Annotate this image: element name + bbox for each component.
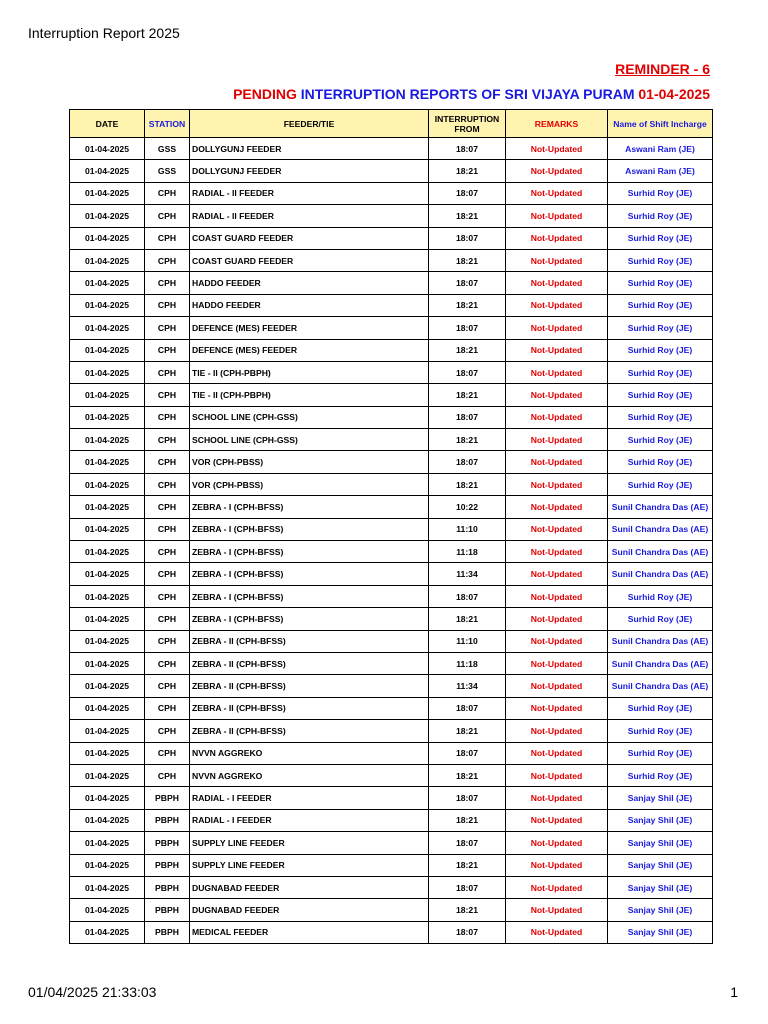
table-row (70, 742, 713, 764)
cell-station: CPH (145, 272, 190, 294)
table-row (70, 787, 713, 809)
table-row (70, 272, 713, 294)
cell-date: 01-04-2025 (70, 138, 145, 160)
cell-remarks: Not-Updated (506, 518, 608, 540)
cell-station: CPH (145, 720, 190, 742)
cell-interruption-from: 18:21 (429, 205, 506, 227)
cell-date: 01-04-2025 (70, 272, 145, 294)
cell-date: 01-04-2025 (70, 876, 145, 898)
cell-interruption-from: 18:07 (429, 585, 506, 607)
table-row (70, 832, 713, 854)
cell-remarks: Not-Updated (506, 921, 608, 943)
document-header-title: Interruption Report 2025 (28, 25, 180, 41)
cell-station: CPH (145, 473, 190, 495)
cell-interruption-from: 18:07 (429, 272, 506, 294)
cell-date: 01-04-2025 (70, 294, 145, 316)
cell-station: CPH (145, 227, 190, 249)
column-header-interruption-from (429, 110, 506, 138)
cell-shift-incharge: Surhid Roy (JE) (608, 182, 713, 204)
cell-interruption-from: 18:21 (429, 608, 506, 630)
report-title-date: 01-04-2025 (638, 86, 710, 102)
cell-station: PBPH (145, 921, 190, 943)
cell-shift-incharge: Surhid Roy (JE) (608, 585, 713, 607)
cell-shift-incharge: Surhid Roy (JE) (608, 429, 713, 451)
cell-remarks: Not-Updated (506, 451, 608, 473)
cell-shift-incharge: Surhid Roy (JE) (608, 608, 713, 630)
cell-interruption-from: 18:21 (429, 854, 506, 876)
cell-date: 01-04-2025 (70, 361, 145, 383)
cell-remarks: Not-Updated (506, 272, 608, 294)
cell-date: 01-04-2025 (70, 339, 145, 361)
cell-date: 01-04-2025 (70, 518, 145, 540)
cell-station: CPH (145, 764, 190, 786)
cell-date: 01-04-2025 (70, 697, 145, 719)
cell-feeder: ZEBRA - II (CPH-BFSS) (190, 697, 429, 719)
table-row (70, 473, 713, 495)
cell-interruption-from: 18:21 (429, 294, 506, 316)
table-row (70, 138, 713, 160)
cell-feeder: ZEBRA - I (CPH-BFSS) (190, 518, 429, 540)
cell-remarks: Not-Updated (506, 205, 608, 227)
cell-remarks: Not-Updated (506, 876, 608, 898)
cell-station: CPH (145, 630, 190, 652)
cell-station: CPH (145, 675, 190, 697)
cell-date: 01-04-2025 (70, 384, 145, 406)
table-row (70, 294, 713, 316)
cell-remarks: Not-Updated (506, 361, 608, 383)
table-row (70, 921, 713, 943)
cell-feeder: ZEBRA - I (CPH-BFSS) (190, 496, 429, 518)
cell-feeder: ZEBRA - II (CPH-BFSS) (190, 630, 429, 652)
cell-station: PBPH (145, 876, 190, 898)
cell-remarks: Not-Updated (506, 742, 608, 764)
cell-station: CPH (145, 384, 190, 406)
cell-station: CPH (145, 742, 190, 764)
cell-interruption-from: 11:34 (429, 563, 506, 585)
cell-station: CPH (145, 563, 190, 585)
column-header-station: STATION (145, 110, 190, 138)
cell-date: 01-04-2025 (70, 473, 145, 495)
cell-shift-incharge: Surhid Roy (JE) (608, 339, 713, 361)
cell-remarks: Not-Updated (506, 608, 608, 630)
cell-remarks: Not-Updated (506, 585, 608, 607)
cell-station: CPH (145, 585, 190, 607)
cell-remarks: Not-Updated (506, 294, 608, 316)
cell-interruption-from: 11:34 (429, 675, 506, 697)
cell-feeder: RADIAL - II FEEDER (190, 205, 429, 227)
cell-date: 01-04-2025 (70, 809, 145, 831)
cell-station: CPH (145, 249, 190, 271)
footer-timestamp: 01/04/2025 21:33:03 (28, 984, 157, 1000)
cell-remarks: Not-Updated (506, 764, 608, 786)
cell-feeder: DEFENCE (MES) FEEDER (190, 317, 429, 339)
cell-remarks: Not-Updated (506, 697, 608, 719)
cell-shift-incharge: Surhid Roy (JE) (608, 697, 713, 719)
table-row (70, 608, 713, 630)
cell-feeder: ZEBRA - II (CPH-BFSS) (190, 652, 429, 674)
cell-date: 01-04-2025 (70, 899, 145, 921)
cell-feeder: DUGNABAD FEEDER (190, 876, 429, 898)
cell-date: 01-04-2025 (70, 496, 145, 518)
cell-feeder: SCHOOL LINE (CPH-GSS) (190, 429, 429, 451)
cell-date: 01-04-2025 (70, 563, 145, 585)
cell-interruption-from: 18:21 (429, 429, 506, 451)
cell-remarks: Not-Updated (506, 854, 608, 876)
cell-shift-incharge: Sunil Chandra Das (AE) (608, 675, 713, 697)
cell-station: CPH (145, 518, 190, 540)
cell-shift-incharge: Aswani Ram (JE) (608, 138, 713, 160)
cell-station: CPH (145, 652, 190, 674)
cell-interruption-from: 18:21 (429, 160, 506, 182)
cell-shift-incharge: Surhid Roy (JE) (608, 406, 713, 428)
cell-station: CPH (145, 339, 190, 361)
cell-remarks: Not-Updated (506, 787, 608, 809)
cell-interruption-from: 18:21 (429, 809, 506, 831)
cell-shift-incharge: Sunil Chandra Das (AE) (608, 541, 713, 563)
cell-remarks: Not-Updated (506, 429, 608, 451)
cell-feeder: DOLLYGUNJ FEEDER (190, 138, 429, 160)
cell-feeder: ZEBRA - I (CPH-BFSS) (190, 563, 429, 585)
table-row (70, 451, 713, 473)
cell-shift-incharge: Surhid Roy (JE) (608, 272, 713, 294)
cell-station: CPH (145, 294, 190, 316)
cell-shift-incharge: Sanjay Shil (JE) (608, 809, 713, 831)
cell-feeder: HADDO FEEDER (190, 272, 429, 294)
table-row (70, 227, 713, 249)
cell-feeder: ZEBRA - II (CPH-BFSS) (190, 675, 429, 697)
cell-feeder: ZEBRA - I (CPH-BFSS) (190, 585, 429, 607)
cell-date: 01-04-2025 (70, 451, 145, 473)
cell-shift-incharge: Sunil Chandra Das (AE) (608, 496, 713, 518)
cell-shift-incharge: Surhid Roy (JE) (608, 317, 713, 339)
cell-feeder: HADDO FEEDER (190, 294, 429, 316)
cell-remarks: Not-Updated (506, 339, 608, 361)
column-header-date: DATE (70, 110, 145, 138)
cell-feeder: NVVN AGGREKO (190, 742, 429, 764)
cell-date: 01-04-2025 (70, 406, 145, 428)
cell-remarks: Not-Updated (506, 541, 608, 563)
table-row (70, 697, 713, 719)
cell-remarks: Not-Updated (506, 832, 608, 854)
cell-interruption-from: 18:21 (429, 249, 506, 271)
cell-feeder: RADIAL - I FEEDER (190, 809, 429, 831)
cell-date: 01-04-2025 (70, 608, 145, 630)
cell-interruption-from: 18:07 (429, 317, 506, 339)
cell-interruption-from: 18:21 (429, 764, 506, 786)
table-row (70, 675, 713, 697)
cell-feeder: DUGNABAD FEEDER (190, 899, 429, 921)
cell-feeder: SUPPLY LINE FEEDER (190, 854, 429, 876)
cell-station: PBPH (145, 809, 190, 831)
cell-shift-incharge: Sanjay Shil (JE) (608, 832, 713, 854)
cell-remarks: Not-Updated (506, 317, 608, 339)
cell-shift-incharge: Surhid Roy (JE) (608, 361, 713, 383)
cell-interruption-from: 11:10 (429, 518, 506, 540)
cell-interruption-from: 18:07 (429, 182, 506, 204)
cell-interruption-from: 18:07 (429, 787, 506, 809)
table-row (70, 764, 713, 786)
cell-date: 01-04-2025 (70, 227, 145, 249)
interruption-table (69, 109, 713, 944)
cell-feeder: MEDICAL FEEDER (190, 921, 429, 943)
cell-feeder: SCHOOL LINE (CPH-GSS) (190, 406, 429, 428)
table-row (70, 854, 713, 876)
table-row (70, 205, 713, 227)
cell-shift-incharge: Surhid Roy (JE) (608, 720, 713, 742)
cell-station: PBPH (145, 854, 190, 876)
cell-interruption-from: 18:07 (429, 138, 506, 160)
cell-station: CPH (145, 451, 190, 473)
cell-remarks: Not-Updated (506, 160, 608, 182)
cell-remarks: Not-Updated (506, 652, 608, 674)
cell-shift-incharge: Sunil Chandra Das (AE) (608, 518, 713, 540)
cell-remarks: Not-Updated (506, 720, 608, 742)
cell-shift-incharge: Surhid Roy (JE) (608, 451, 713, 473)
column-header-interruption-line2: FROM (454, 123, 480, 134)
cell-date: 01-04-2025 (70, 652, 145, 674)
cell-feeder: DOLLYGUNJ FEEDER (190, 160, 429, 182)
cell-feeder: ZEBRA - I (CPH-BFSS) (190, 608, 429, 630)
cell-remarks: Not-Updated (506, 227, 608, 249)
cell-interruption-from: 11:18 (429, 541, 506, 563)
table-row (70, 361, 713, 383)
table-row (70, 541, 713, 563)
report-title-main: INTERRUPTION REPORTS OF SRI VIJAYA PURAM (300, 86, 635, 102)
cell-feeder: RADIAL - I FEEDER (190, 787, 429, 809)
cell-shift-incharge: Surhid Roy (JE) (608, 227, 713, 249)
cell-remarks: Not-Updated (506, 249, 608, 271)
cell-shift-incharge: Sunil Chandra Das (AE) (608, 563, 713, 585)
cell-date: 01-04-2025 (70, 585, 145, 607)
cell-feeder: COAST GUARD FEEDER (190, 249, 429, 271)
cell-station: CPH (145, 429, 190, 451)
cell-date: 01-04-2025 (70, 921, 145, 943)
cell-date: 01-04-2025 (70, 787, 145, 809)
table-row (70, 899, 713, 921)
cell-remarks: Not-Updated (506, 384, 608, 406)
cell-date: 01-04-2025 (70, 182, 145, 204)
table-row (70, 182, 713, 204)
cell-feeder: TIE - II (CPH-PBPH) (190, 361, 429, 383)
cell-station: PBPH (145, 787, 190, 809)
cell-interruption-from: 18:07 (429, 832, 506, 854)
cell-date: 01-04-2025 (70, 832, 145, 854)
cell-interruption-from: 18:07 (429, 361, 506, 383)
cell-remarks: Not-Updated (506, 406, 608, 428)
table-row (70, 652, 713, 674)
cell-interruption-from: 18:21 (429, 899, 506, 921)
cell-station: PBPH (145, 832, 190, 854)
cell-date: 01-04-2025 (70, 249, 145, 271)
cell-station: GSS (145, 160, 190, 182)
cell-date: 01-04-2025 (70, 317, 145, 339)
cell-feeder: TIE - II (CPH-PBPH) (190, 384, 429, 406)
cell-date: 01-04-2025 (70, 764, 145, 786)
column-header-interruption-line1: INTERRUPTION (434, 113, 500, 124)
cell-interruption-from: 18:07 (429, 227, 506, 249)
cell-interruption-from: 18:07 (429, 697, 506, 719)
cell-remarks: Not-Updated (506, 630, 608, 652)
cell-remarks: Not-Updated (506, 675, 608, 697)
cell-date: 01-04-2025 (70, 160, 145, 182)
cell-date: 01-04-2025 (70, 429, 145, 451)
cell-remarks: Not-Updated (506, 496, 608, 518)
table-row (70, 563, 713, 585)
cell-station: CPH (145, 608, 190, 630)
cell-feeder: ZEBRA - I (CPH-BFSS) (190, 541, 429, 563)
cell-interruption-from: 18:07 (429, 742, 506, 764)
cell-feeder: NVVN AGGREKO (190, 764, 429, 786)
table-row (70, 585, 713, 607)
cell-station: CPH (145, 697, 190, 719)
cell-interruption-from: 18:07 (429, 876, 506, 898)
cell-interruption-from: 10:22 (429, 496, 506, 518)
column-header-shift-incharge: Name of Shift Incharge (608, 110, 713, 138)
reminder-label: REMINDER - 6 (615, 61, 710, 77)
cell-station: CPH (145, 205, 190, 227)
cell-station: CPH (145, 361, 190, 383)
report-title-pending: PENDING (233, 86, 297, 102)
cell-interruption-from: 11:18 (429, 652, 506, 674)
cell-shift-incharge: Surhid Roy (JE) (608, 294, 713, 316)
cell-station: CPH (145, 406, 190, 428)
cell-interruption-from: 18:21 (429, 720, 506, 742)
cell-feeder: VOR (CPH-PBSS) (190, 473, 429, 495)
cell-station: CPH (145, 541, 190, 563)
cell-interruption-from: 11:10 (429, 630, 506, 652)
cell-shift-incharge: Sanjay Shil (JE) (608, 854, 713, 876)
cell-interruption-from: 18:07 (429, 406, 506, 428)
cell-interruption-from: 18:21 (429, 339, 506, 361)
report-title (0, 86, 710, 102)
cell-shift-incharge: Surhid Roy (JE) (608, 249, 713, 271)
cell-shift-incharge: Surhid Roy (JE) (608, 205, 713, 227)
footer-page-number: 1 (730, 984, 738, 1000)
cell-remarks: Not-Updated (506, 138, 608, 160)
table-row (70, 518, 713, 540)
cell-interruption-from: 18:21 (429, 473, 506, 495)
table-row (70, 249, 713, 271)
cell-shift-incharge: Surhid Roy (JE) (608, 742, 713, 764)
cell-date: 01-04-2025 (70, 541, 145, 563)
cell-remarks: Not-Updated (506, 809, 608, 831)
cell-shift-incharge: Sanjay Shil (JE) (608, 899, 713, 921)
cell-feeder: SUPPLY LINE FEEDER (190, 832, 429, 854)
cell-remarks: Not-Updated (506, 473, 608, 495)
table-body (70, 138, 713, 944)
cell-date: 01-04-2025 (70, 854, 145, 876)
cell-shift-incharge: Sanjay Shil (JE) (608, 876, 713, 898)
cell-shift-incharge: Surhid Roy (JE) (608, 764, 713, 786)
cell-date: 01-04-2025 (70, 742, 145, 764)
cell-interruption-from: 18:07 (429, 921, 506, 943)
table-row (70, 809, 713, 831)
table-row (70, 384, 713, 406)
cell-station: PBPH (145, 899, 190, 921)
cell-interruption-from: 18:21 (429, 384, 506, 406)
table-header-row (70, 110, 713, 138)
column-header-remarks: REMARKS (506, 110, 608, 138)
cell-feeder: VOR (CPH-PBSS) (190, 451, 429, 473)
cell-station: CPH (145, 317, 190, 339)
cell-shift-incharge: Sunil Chandra Das (AE) (608, 630, 713, 652)
table-row (70, 160, 713, 182)
cell-feeder: COAST GUARD FEEDER (190, 227, 429, 249)
cell-station: CPH (145, 496, 190, 518)
cell-shift-incharge: Surhid Roy (JE) (608, 473, 713, 495)
cell-shift-incharge: Aswani Ram (JE) (608, 160, 713, 182)
table-row (70, 339, 713, 361)
cell-remarks: Not-Updated (506, 563, 608, 585)
table-row (70, 630, 713, 652)
cell-date: 01-04-2025 (70, 720, 145, 742)
cell-feeder: ZEBRA - II (CPH-BFSS) (190, 720, 429, 742)
cell-date: 01-04-2025 (70, 675, 145, 697)
cell-station: CPH (145, 182, 190, 204)
cell-shift-incharge: Sanjay Shil (JE) (608, 921, 713, 943)
table-row (70, 429, 713, 451)
cell-shift-incharge: Sunil Chandra Das (AE) (608, 652, 713, 674)
table-row (70, 406, 713, 428)
cell-shift-incharge: Surhid Roy (JE) (608, 384, 713, 406)
cell-date: 01-04-2025 (70, 630, 145, 652)
table-row (70, 317, 713, 339)
table-row (70, 720, 713, 742)
cell-shift-incharge: Sanjay Shil (JE) (608, 787, 713, 809)
cell-date: 01-04-2025 (70, 205, 145, 227)
cell-feeder: DEFENCE (MES) FEEDER (190, 339, 429, 361)
column-header-feeder: FEEDER/TIE (190, 110, 429, 138)
table-row (70, 876, 713, 898)
cell-station: GSS (145, 138, 190, 160)
cell-interruption-from: 18:07 (429, 451, 506, 473)
cell-remarks: Not-Updated (506, 182, 608, 204)
cell-remarks: Not-Updated (506, 899, 608, 921)
cell-feeder: RADIAL - II FEEDER (190, 182, 429, 204)
table-row (70, 496, 713, 518)
